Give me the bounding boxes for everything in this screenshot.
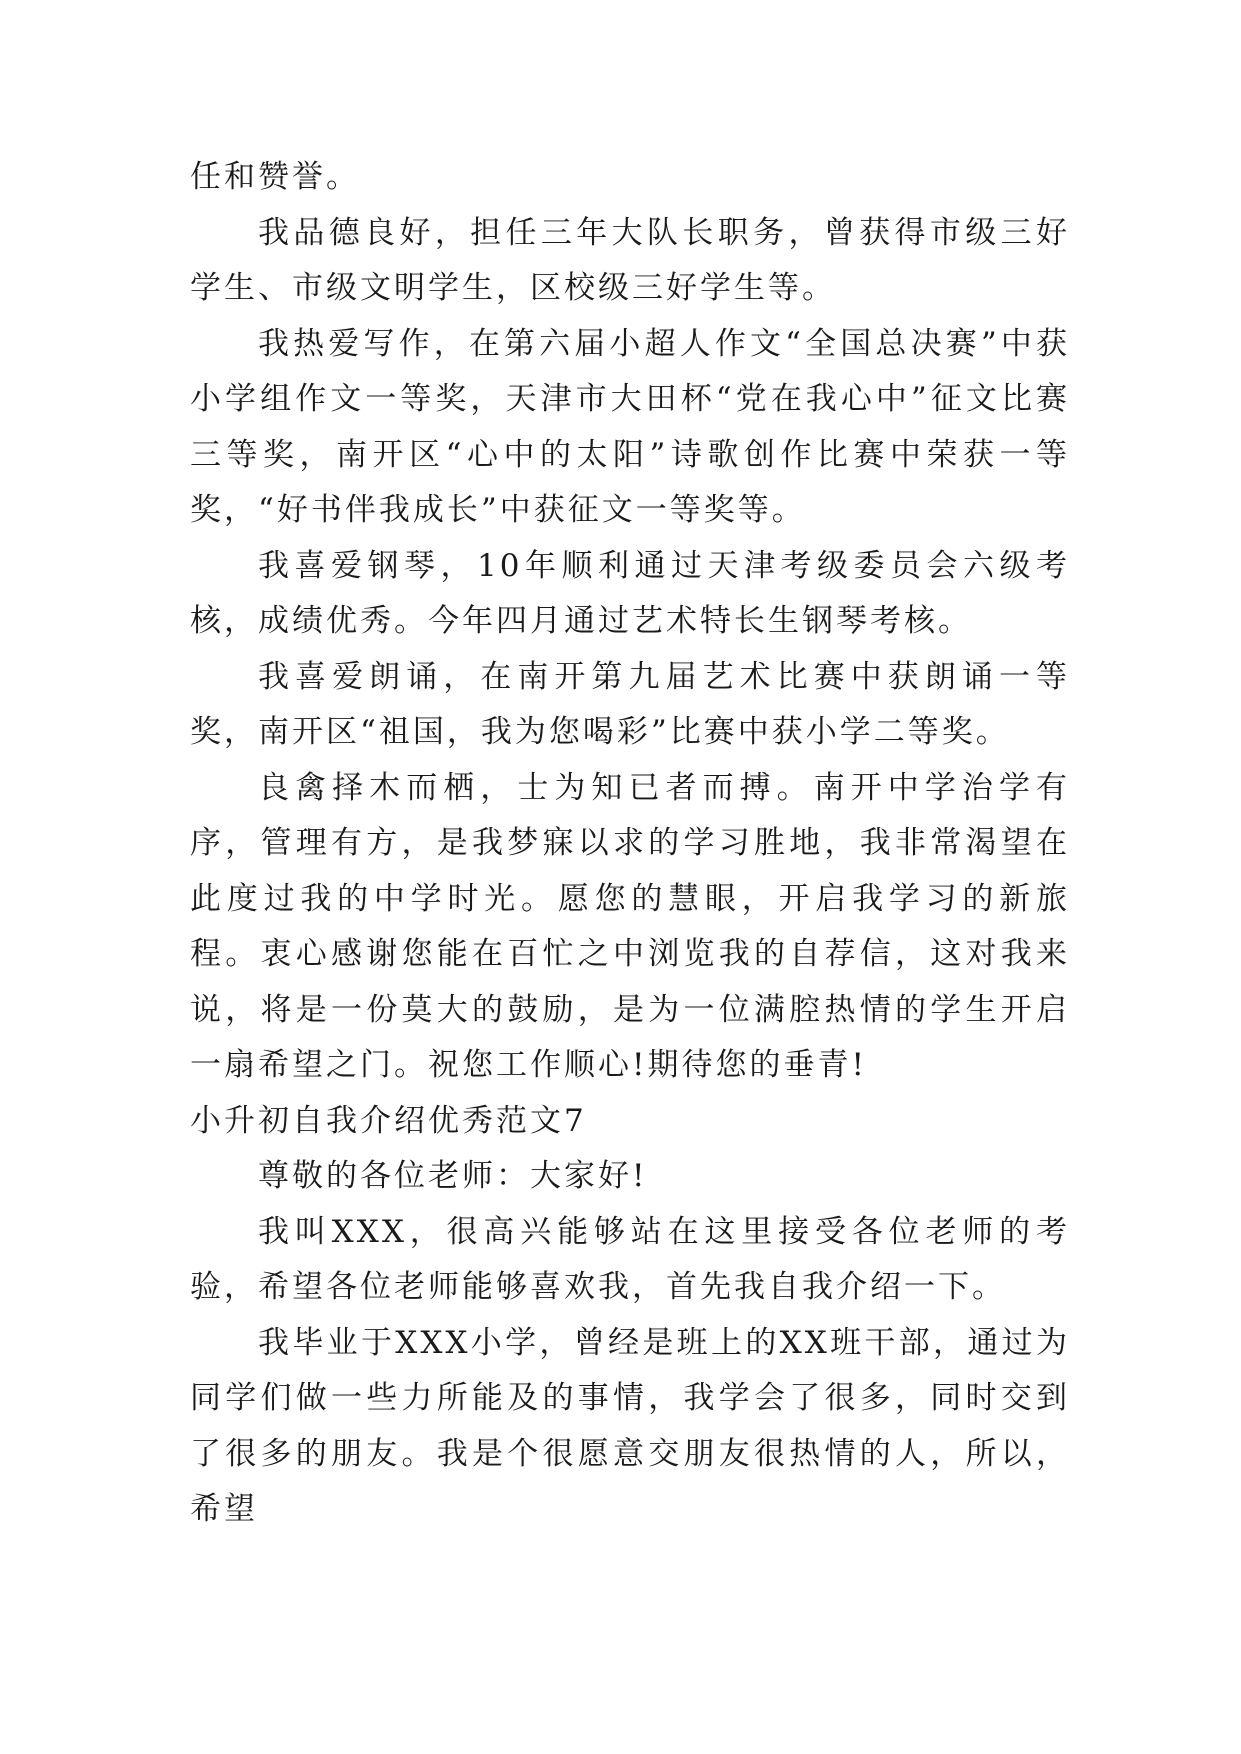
section-title: 小升初自我介绍优秀范文7	[190, 1102, 587, 1139]
paragraph-closing: 良禽择木而栖，士为知已者而搏。南开中学治学有序，管理有方，是我梦寐以求的学习胜地，我非常渴望在此度过我的中学时光。愿您的慧眼，开启我学习的新旅程。衷心感谢您能在百忙之中浏览我的自荐信，这对我来说，将是一份莫大的鼓励，是为一位满腔热情的学生开启一扇希望之门。祝您工作顺心!期待您的垂青!	[190, 769, 1070, 1083]
paragraph-school: 我毕业于XXX小学，曾经是班上的XX班干部，通过为同学们做一些力所能及的事情，我学会了很多，同时交到了很多的朋友。我是个很愿意交朋友很热情的人，所以，希望	[190, 1324, 1070, 1527]
paragraph-writing: 我热爱写作，在第六届小超人作文“全国总决赛”中获小学组作文一等奖，天津市大田杯“党在我心中”征文比赛三等奖，南开区“心中的太阳”诗歌创作比赛中荣获一等奖，“好书伴我成长”中获征文一等奖等。	[190, 325, 1070, 528]
paragraph-moral-character: 我品德良好，担任三年大队长职务，曾获得市级三好学生、市级文明学生，区校级三好学生等。	[190, 214, 1070, 306]
paragraph-greeting: 尊敬的各位老师：大家好!	[258, 1158, 648, 1194]
document-body	[190, 150, 1070, 1538]
paragraph-continuation: 任和赞誉。	[190, 159, 360, 195]
paragraph-introduction: 我叫XXX，很高兴能够站在这里接受各位老师的考验，希望各位老师能够喜欢我，首先我自我介绍一下。	[190, 1213, 1070, 1305]
paragraph-piano: 我喜爱钢琴，10年顺利通过天津考级委员会六级考核，成绩优秀。今年四月通过艺术特长生钢琴考核。	[190, 547, 1070, 639]
paragraph-recitation: 我喜爱朗诵，在南开第九届艺术比赛中获朗诵一等奖，南开区“祖国，我为您喝彩”比赛中获小学二等奖。	[190, 658, 1070, 750]
